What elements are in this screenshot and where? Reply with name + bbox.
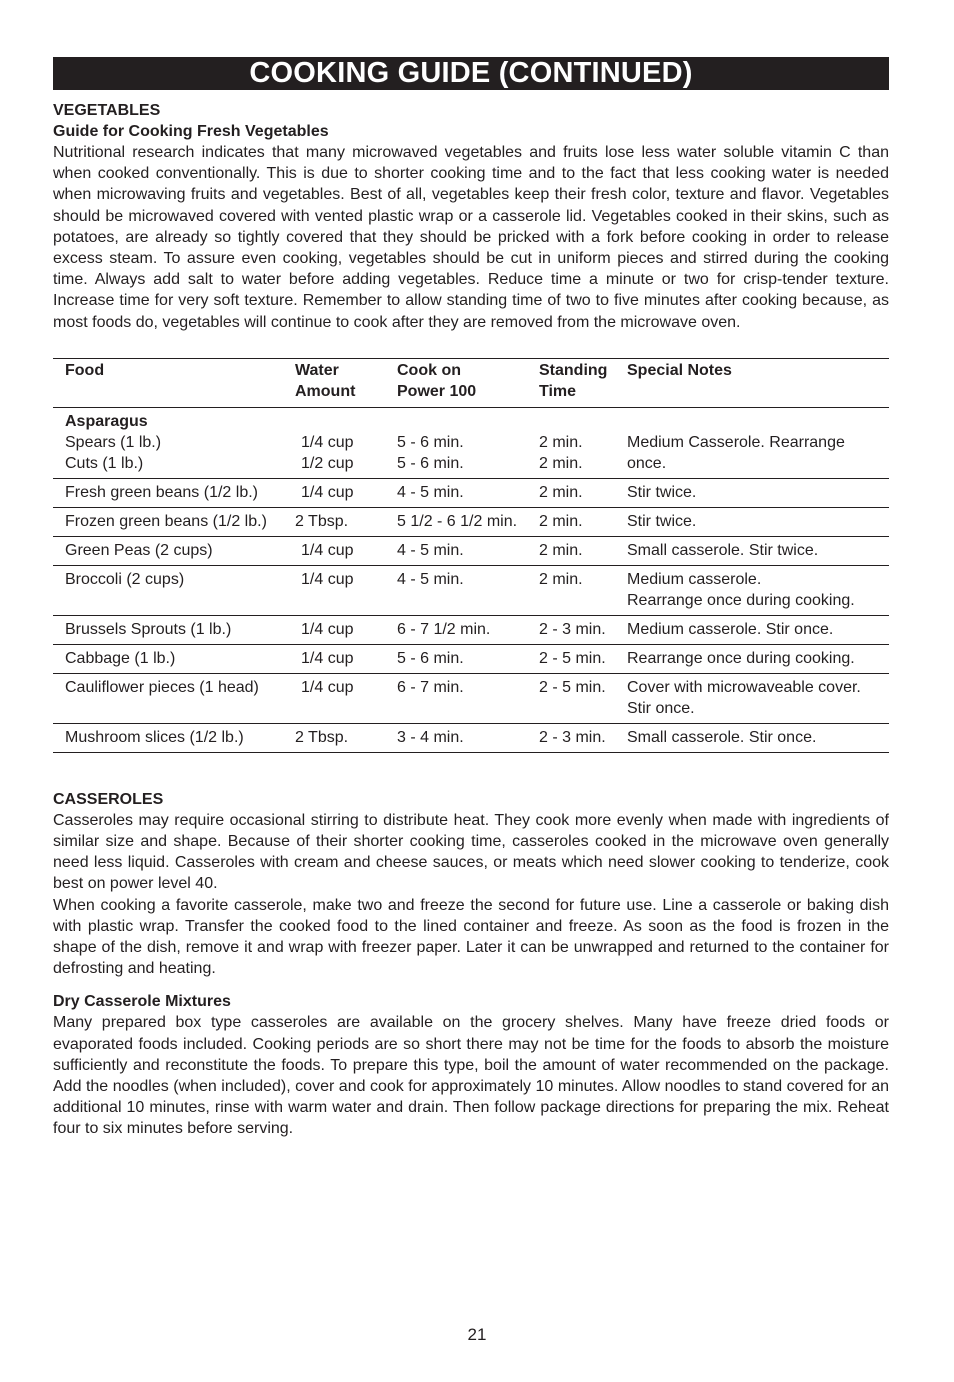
cell-notes: Medium casserole. Stir once.	[627, 620, 834, 638]
cell-cook: 3 - 4 min.	[397, 728, 464, 746]
cell-standing: 2 - 5 min.	[539, 678, 606, 696]
cell-cook: 6 - 7 1/2 min.	[397, 620, 491, 638]
cell-cook: 4 - 5 min.	[397, 483, 464, 501]
table-row	[53, 723, 889, 752]
cell-food: Cabbage (1 lb.)	[65, 649, 176, 667]
table-row	[53, 407, 889, 478]
cell-cook: 4 - 5 min.	[397, 541, 464, 559]
table-header-row	[53, 358, 889, 407]
header-special-notes: Special Notes	[627, 361, 732, 379]
cell-food: Mushroom slices (1/2 lb.)	[65, 728, 244, 746]
cell-standing: 2 min.	[539, 483, 583, 501]
table-row	[53, 478, 889, 507]
table-row	[53, 536, 889, 565]
cell-standing: 2 min. 2 min.	[539, 433, 583, 472]
vegetable-cooking-table	[53, 358, 889, 753]
cell-water: 1/4 cup	[301, 541, 354, 559]
cell-food: Asparagus Spears (1 lb.) Cuts (1 lb.)	[65, 412, 162, 472]
cell-water: 1/4 cup	[301, 620, 354, 638]
cell-standing: 2 - 5 min.	[539, 649, 606, 667]
casseroles-paragraph-2: When cooking a favorite casserole, make two and freeze the second for future use. Line a casserole or baking dish with plastic wrap. Transfer the cooked food to the lined container and freeze. As soon as the food is frozen in the shape of the dish, remove it and wrap with freezer paper. Later it can be unwrapped and returned to the container for defrosting and heating.	[53, 896, 889, 978]
cell-water: 1/4 cup	[301, 570, 354, 588]
cell-notes: Cover with microwaveable cover. Stir once.	[627, 678, 861, 717]
cell-water: 1/4 cup	[301, 678, 354, 696]
cell-notes: Stir twice.	[627, 512, 697, 530]
header-standing-time: Standing Time	[539, 361, 608, 400]
cell-cook: 5 - 6 min. 5 - 6 min.	[397, 433, 464, 472]
section-heading-casseroles: CASSEROLES	[53, 790, 164, 808]
cell-water: 2 Tbsp.	[295, 728, 349, 746]
cell-cook: 4 - 5 min.	[397, 570, 464, 588]
header-water-amount: Water Amount	[295, 361, 356, 400]
asparagus-title: Asparagus	[65, 412, 148, 430]
cell-notes: Small casserole. Stir twice.	[627, 541, 819, 559]
cell-food: Broccoli (2 cups)	[65, 570, 185, 588]
subheading-dry-casserole-mixtures: Dry Casserole Mixtures	[53, 993, 231, 1011]
cell-food: Green Peas (2 cups)	[65, 541, 213, 559]
cell-notes: Medium Casserole. Rearrange once.	[627, 433, 845, 472]
cell-notes: Rearrange once during cooking.	[627, 649, 855, 667]
cell-standing: 2 - 3 min.	[539, 728, 606, 746]
cell-food: Cauliflower pieces (1 head)	[65, 678, 259, 696]
table-row	[53, 673, 889, 723]
table-row	[53, 644, 889, 673]
subheading-fresh-vegetables: Guide for Cooking Fresh Vegetables	[53, 123, 329, 140]
cell-cook: 6 - 7 min.	[397, 678, 464, 696]
table-row	[53, 507, 889, 536]
cell-cook: 5 - 6 min.	[397, 649, 464, 667]
casseroles-paragraph-1: Casseroles may require occasional stirring to distribute heat. They cook more evenly when made with ingredients of similar size and shape. Because of their shorter cooking time, casseroles cooked in the microwave oven generally need less liquid. Casseroles with cream and cheese sauces, or meats which need slower cooking to tenderize, cook best on power level 40.	[53, 811, 889, 893]
page-content	[53, 100, 889, 1140]
table-row	[53, 565, 889, 615]
cell-water: 1/4 cup	[301, 649, 354, 667]
cell-food: Frozen green beans (1/2 lb.)	[65, 512, 267, 530]
cell-notes: Stir twice.	[627, 483, 697, 501]
cell-food: Fresh green beans (1/2 lb.)	[65, 483, 258, 501]
cell-water: 1/4 cup	[301, 483, 354, 501]
cell-food: Brussels Sprouts (1 lb.)	[65, 620, 232, 638]
cell-water: 2 Tbsp.	[295, 512, 349, 530]
cell-standing: 2 min.	[539, 512, 583, 530]
table-row	[53, 615, 889, 644]
page-title-banner: COOKING GUIDE (CONTINUED)	[53, 57, 889, 90]
cell-water: 1/4 cup 1/2 cup	[301, 433, 354, 472]
cell-notes: Small casserole. Stir once.	[627, 728, 817, 746]
vegetables-paragraph: Nutritional research indicates that many microwaved vegetables and fruits lose less water soluble vitamin C than when cooked conventionally. This is due to shorter cooking time and to the fact that less cooking water is needed when microwaving fruits and vegetables. Best of all, vegetables keep their fresh color, texture and flavor. Vegetables should be microwaved covered with vented plastic wrap or a casserole lid. Vegetables cooked in their skins, such as potatoes, are already so tightly covered that they should be pricked with a fork before cooking in order to release excess steam. To assure even cooking, vegetables should be cut in uniform pieces and stirred during the cooking time. Always add salt to water before adding vegetables. Reduce time a minute or two for crisp-tender texture. Increase time for very soft texture. Remember to allow standing time of two to five minutes after cooking because, as most foods do, vegetables will continue to cook after they are removed from the microwave oven.	[53, 144, 889, 331]
dry-mixtures-paragraph: Many prepared box type casseroles are available on the grocery shelves. Many have freeze dried foods or evaporated foods included. Cooking periods are so short there may not be time for the foods to absorb the moisture sufficiently and reconstitute the foods. To prepare this type, boil the amount of water recommended on the package. Add the noodles (when included), cover and cook for approximately 10 minutes. Allow noodles to stand covered for an additional 10 minutes, rinse with warm water and drain. Then follow package directions for preparing the mix. Reheat four to six minutes before serving.	[53, 1014, 889, 1138]
cell-standing: 2 min.	[539, 541, 583, 559]
section-heading-vegetables: VEGETABLES	[53, 102, 161, 119]
page-number: 21	[467, 1325, 487, 1344]
header-cook-power: Cook on Power 100	[397, 361, 477, 400]
header-food: Food	[65, 361, 105, 379]
cell-cook: 5 1/2 - 6 1/2 min.	[397, 512, 518, 530]
cell-notes: Medium casserole. Rearrange once during cooking.	[627, 570, 855, 609]
cell-standing: 2 - 3 min.	[539, 620, 606, 638]
cell-standing: 2 min.	[539, 570, 583, 588]
